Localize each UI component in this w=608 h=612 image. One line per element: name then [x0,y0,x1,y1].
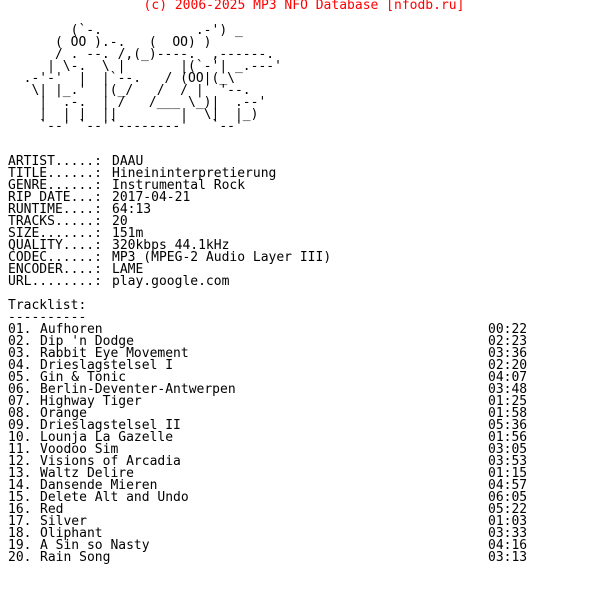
track-title: Visions of Arcadia [40,454,181,469]
track-title: Lounja La Gazelle [40,430,174,445]
tracklist-heading: Tracklist: [8,298,87,313]
track-number: 16. [8,502,32,517]
info-label: ENCODER....: [8,262,102,277]
track-number: 18. [8,526,32,541]
track-number: 06. [8,382,32,397]
track-number: 13. [8,466,32,481]
track-number: 07. [8,394,32,409]
info-value: MP3 (MPEG-2 Audio Layer III) [112,250,332,265]
track-duration: 03:13 [488,550,528,565]
info-value: play.google.com [112,274,230,289]
track-number: 20. [8,550,32,565]
track-title: Dip 'n Dodge [40,334,134,349]
tracklist [8,324,548,564]
track-title: Highway Tiger [40,394,142,409]
track-title: Dansende Mieren [40,478,158,493]
track-number: 04. [8,358,32,373]
track-title: A Sin so Nasty [40,538,150,553]
ascii-art-logo: (`-. .-') _ ( OO ).-. ( OO) ) / . --. /,(_)----. ,------. | \-. \ | |(`-'| _.---' .-'-' | |`--. / (OO|(_\ \| |_.' |(_/ / / | '--. | .-. | / /___ \_)| .--' | | | || | \| |_) `--' `--'`--------' `--' [23,23,282,134]
info-value: 2017-04-21 [112,190,191,205]
track-title: Drieslagstelsel I [40,358,174,373]
track-title: Orange [40,406,87,421]
release-info [8,156,331,288]
track-row [8,492,548,504]
track-title: Aufhoren [40,322,103,337]
info-value: DAAU [112,154,144,169]
info-label: TRACKS.....: [8,214,102,229]
track-duration: 03:48 [488,382,528,397]
info-label: CODEC......: [8,250,102,265]
track-title: Rain Song [40,550,111,565]
track-duration: 03:53 [488,454,528,469]
track-number: 17. [8,514,32,529]
track-title: Gin & Tonic [40,370,127,385]
track-title: Oliphant [40,526,103,541]
track-number: 03. [8,346,32,361]
track-number: 14. [8,478,32,493]
track-duration: 00:22 [488,322,528,337]
info-label: URL........: [8,274,102,289]
track-row [8,552,548,564]
track-number: 08. [8,406,32,421]
info-label: RIP DATE...: [8,190,102,205]
copyright-header: (c) 2006-2025 MP3 NFO Database [nfodb.ru] [143,0,465,13]
info-label: GENRE......: [8,178,102,193]
track-title: Rabbit Eye Movement [40,346,189,361]
track-duration: 01:03 [488,514,528,529]
info-value: Instrumental Rock [112,178,246,193]
info-value: 20 [112,214,128,229]
info-label: QUALITY....: [8,238,102,253]
track-duration: 01:56 [488,430,528,445]
info-row-url [8,276,331,288]
track-title: Waltz Delire [40,466,134,481]
track-duration: 05:36 [488,418,528,433]
track-title: Voodoo Sim [40,442,119,457]
track-number: 19. [8,538,32,553]
info-label: TITLE......: [8,166,102,181]
track-duration: 03:36 [488,346,528,361]
track-duration: 02:23 [488,334,528,349]
track-duration: 01:58 [488,406,528,421]
track-number: 12. [8,454,32,469]
track-number: 02. [8,334,32,349]
track-duration: 02:20 [488,358,528,373]
info-label: RUNTIME....: [8,202,102,217]
track-number: 01. [8,322,32,337]
track-duration: 03:33 [488,526,528,541]
info-label: SIZE.......: [8,226,102,241]
track-number: 05. [8,370,32,385]
info-value: 320kbps 44.1kHz [112,238,230,253]
track-title: Red [40,502,64,517]
track-title: Silver [40,514,87,529]
info-value: 151m [112,226,144,241]
track-duration: 04:07 [488,370,528,385]
track-title: Delete Alt and Undo [40,490,189,505]
track-duration: 04:16 [488,538,528,553]
track-number: 09. [8,418,32,433]
tracklist-separator: ---------- [8,310,87,325]
info-value: LAME [112,262,144,277]
track-duration: 01:25 [488,394,528,409]
info-label: ARTIST.....: [8,154,102,169]
track-duration: 04:57 [488,478,528,493]
info-value: 64:13 [112,202,152,217]
track-number: 11. [8,442,32,457]
info-value: Hineininterpretierung [112,166,277,181]
track-number: 10. [8,430,32,445]
track-duration: 03:05 [488,442,528,457]
track-number: 15. [8,490,32,505]
track-title: Berlin-Deventer-Antwerpen [40,382,236,397]
track-row [8,504,548,516]
track-row [8,396,548,408]
track-duration: 06:05 [488,490,528,505]
track-duration: 05:22 [488,502,528,517]
track-duration: 01:15 [488,466,528,481]
track-title: Drieslagstelsel II [40,418,181,433]
